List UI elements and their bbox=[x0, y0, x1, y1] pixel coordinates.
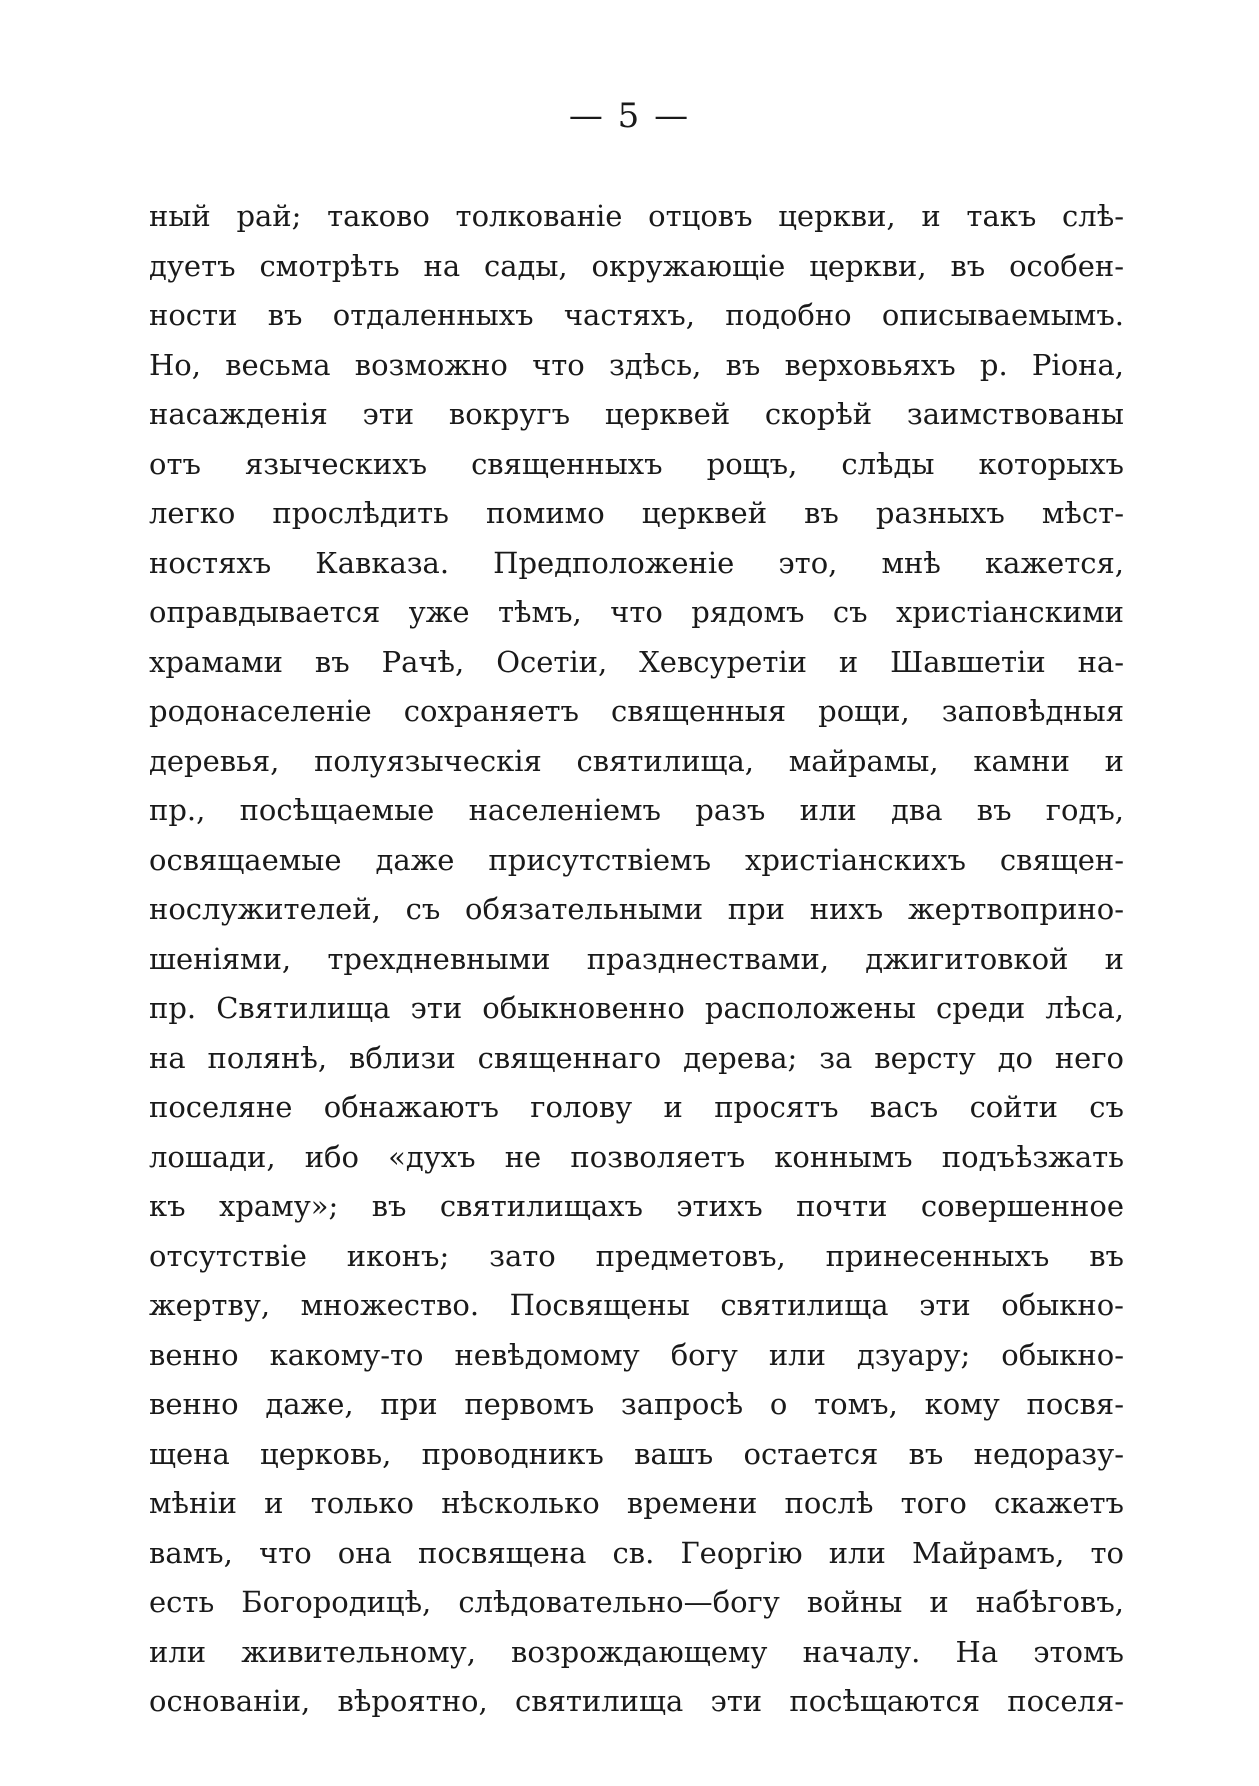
text-line: дуетъ смотрѣть на сады, окружающіе церкви, въ особен- bbox=[149, 248, 1124, 283]
body-text bbox=[149, 192, 1124, 1727]
text-line: щена церковь, проводникъ вашъ остается въ недоразу- bbox=[149, 1436, 1124, 1471]
text-line: родонаселеніе сохраняетъ священныя рощи, заповѣдныя bbox=[149, 694, 1124, 728]
text-line: отсутствіе иконъ; зато предметовъ, принесенныхъ въ bbox=[149, 1238, 1124, 1273]
text-line: венно даже, при первомъ запросѣ о томъ, кому посвя- bbox=[149, 1387, 1124, 1421]
text-line: храмами въ Рачѣ, Осетіи, Хевсуретіи и Шавшетіи на- bbox=[149, 644, 1124, 679]
text-line: легко прослѣдить помимо церквей въ разныхъ мѣст- bbox=[149, 496, 1124, 530]
text-line: Но, весьма возможно что здѣсь, въ верховьяхъ р. Ріона, bbox=[149, 347, 1124, 382]
text-line: лошади, ибо «духъ не позволяетъ коннымъ подъѣзжать bbox=[149, 1139, 1124, 1174]
text-line: ностяхъ Кавказа. Предположеніе это, мнѣ кажется, bbox=[149, 545, 1124, 580]
text-line: венно какому-то невѣдомому богу или дзуару; обыкно- bbox=[149, 1337, 1124, 1372]
text-line: ности въ отдаленныхъ частяхъ, подобно описываемымъ. bbox=[149, 298, 1124, 332]
text-line: или живительному, возрождающему началу. На этомъ bbox=[149, 1634, 1124, 1669]
text-line: оправдывается уже тѣмъ, что рядомъ съ христіанскими bbox=[149, 595, 1124, 629]
text-line: жертву, множество. Посвящены святилища эти обыкно- bbox=[149, 1288, 1124, 1322]
text-line: ный рай; таково толкованіе отцовъ церкви, и такъ слѣ- bbox=[149, 199, 1124, 233]
text-line: деревья, полуязыческія святилища, майрамы, камни и bbox=[149, 743, 1124, 778]
text-line: есть Богородицѣ, слѣдовательно—богу войны и набѣговъ, bbox=[149, 1585, 1124, 1619]
text-line: мѣніи и только нѣсколько времени послѣ того скажетъ bbox=[149, 1486, 1124, 1520]
text-line: пр., посѣщаемые населеніемъ разъ или два въ годъ, bbox=[149, 793, 1124, 827]
text-line: поселяне обнажаютъ голову и просятъ васъ сойти съ bbox=[149, 1090, 1124, 1124]
text-line: нослужителей, съ обязательными при нихъ жертвоприно- bbox=[149, 892, 1124, 926]
text-line: на полянѣ, вблизи священнаго дерева; за версту до него bbox=[149, 1040, 1124, 1075]
text-line: отъ языческихъ священныхъ рощъ, слѣды которыхъ bbox=[149, 446, 1124, 481]
text-line: шеніями, трехдневными празднествами, джигитовкой и bbox=[149, 941, 1124, 976]
text-line: освящаемые даже присутствіемъ христіанскихъ священ- bbox=[149, 842, 1124, 877]
page-number: — 5 — bbox=[568, 96, 691, 136]
text-line: пр. Святилища эти обыкновенно расположены среди лѣса, bbox=[149, 991, 1124, 1025]
text-line: къ храму»; въ святилищахъ этихъ почти совершенное bbox=[149, 1189, 1124, 1223]
text-line: основаніи, вѣроятно, святилища эти посѣщаются поселя- bbox=[149, 1684, 1124, 1718]
text-line: вамъ, что она посвящена св. Георгію или Майрамъ, то bbox=[149, 1535, 1124, 1570]
text-line: насажденія эти вокругъ церквей скорѣй заимствованы bbox=[149, 397, 1124, 431]
